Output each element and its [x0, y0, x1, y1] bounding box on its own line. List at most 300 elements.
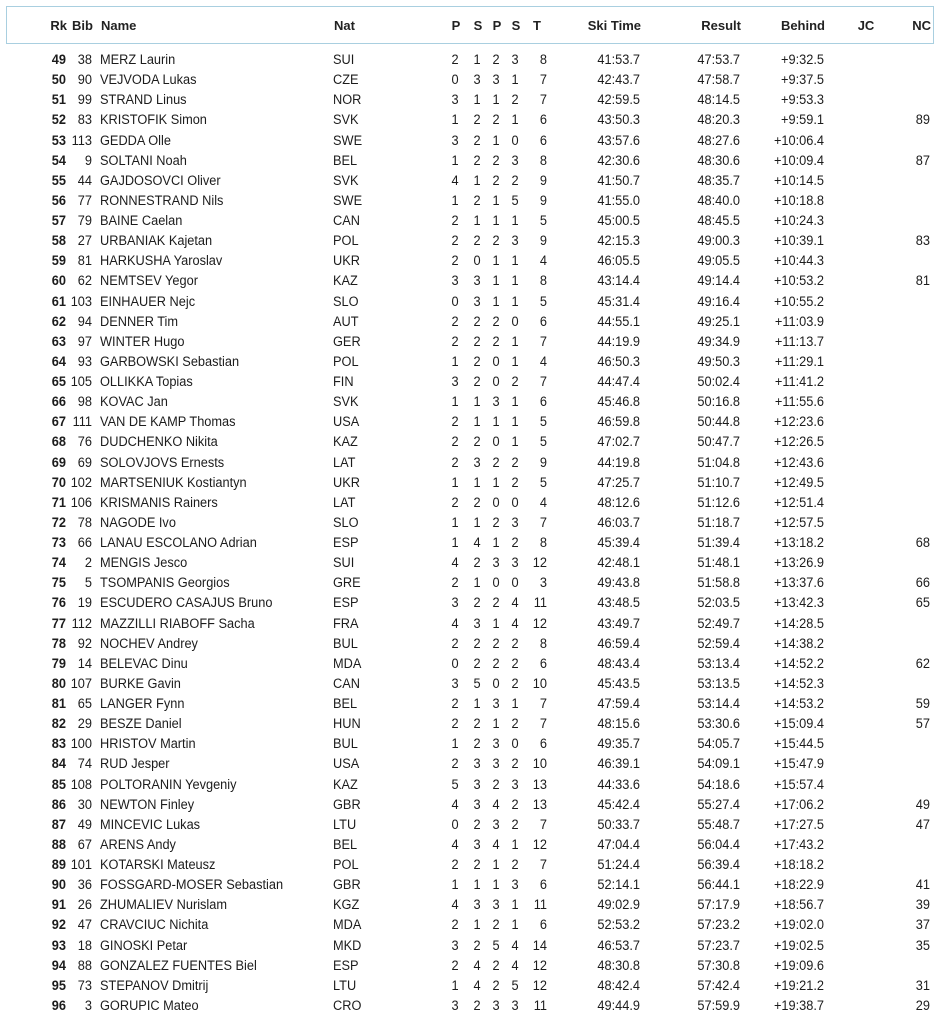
- nc-points: 37: [915, 917, 930, 934]
- time-behind: +12:51.4: [773, 494, 824, 511]
- time-behind: +9:53.3: [781, 92, 824, 109]
- prone-1-misses: 3: [451, 997, 459, 1014]
- time-behind: +14:38.2: [773, 635, 824, 652]
- prone-2-misses: 3: [492, 72, 500, 89]
- total-misses: 6: [539, 655, 547, 672]
- header-nat[interactable]: Nat: [334, 18, 355, 33]
- ski-time: 48:30.8: [597, 957, 640, 974]
- result-time: 51:18.7: [697, 514, 740, 531]
- standing-2-misses: 2: [511, 535, 519, 551]
- rank: 58: [51, 233, 66, 250]
- standing-1-misses: 1: [473, 213, 481, 229]
- athlete-name: MENGIS Jesco: [100, 555, 188, 572]
- nation: GBR: [333, 877, 361, 894]
- rank: 88: [51, 836, 66, 853]
- rank: 74: [51, 555, 66, 572]
- result-time: 57:59.9: [697, 997, 740, 1014]
- table-row[interactable]: [0, 131, 948, 151]
- rank: 66: [51, 394, 66, 411]
- result-time: 51:48.1: [697, 555, 740, 572]
- table-row[interactable]: [0, 976, 948, 996]
- ski-time: 47:25.7: [597, 474, 640, 491]
- header-standing-2[interactable]: S: [511, 18, 521, 33]
- prone-1-misses: 3: [451, 273, 459, 290]
- standing-2-misses: 3: [511, 52, 519, 68]
- athlete-name: GORUPIC Mateo: [100, 997, 199, 1014]
- rank: 94: [51, 957, 66, 974]
- standing-1-misses: 3: [473, 72, 481, 89]
- table-row[interactable]: [0, 372, 948, 392]
- rank: 57: [51, 213, 66, 229]
- bib: 73: [77, 977, 92, 994]
- prone-2-misses: 3: [492, 394, 500, 411]
- prone-2-misses: 1: [492, 474, 500, 491]
- table-row[interactable]: [0, 453, 948, 473]
- bib: 62: [77, 273, 92, 290]
- nation: CAN: [333, 213, 360, 229]
- standing-1-misses: 2: [473, 494, 481, 511]
- standing-2-misses: 4: [511, 937, 519, 954]
- table-row[interactable]: [0, 936, 948, 956]
- header-prone-1[interactable]: P: [451, 18, 461, 33]
- total-misses: 9: [539, 233, 547, 250]
- table-row[interactable]: [0, 392, 948, 412]
- result-time: 51:39.4: [697, 535, 740, 551]
- athlete-name: LANAU ESCOLANO Adrian: [100, 535, 257, 551]
- standing-1-misses: 3: [473, 454, 481, 471]
- rank: 68: [51, 434, 66, 451]
- rank: 73: [51, 535, 66, 551]
- standing-2-misses: 3: [511, 514, 519, 531]
- prone-1-misses: 0: [451, 293, 459, 310]
- bib: 99: [77, 92, 92, 109]
- athlete-name: SOLTANI Noah: [100, 152, 187, 169]
- table-row[interactable]: [0, 996, 948, 1016]
- total-misses: 7: [539, 374, 547, 390]
- bib: 81: [77, 253, 92, 270]
- nation: SVK: [333, 112, 359, 129]
- athlete-name: TSOMPANIS Georgios: [100, 575, 230, 592]
- time-behind: +14:52.2: [773, 655, 824, 672]
- total-misses: 8: [539, 635, 547, 652]
- rank: 78: [51, 635, 66, 652]
- bib: 9: [84, 152, 92, 169]
- nation: UKR: [333, 474, 360, 491]
- prone-2-misses: 1: [492, 132, 500, 149]
- table-row[interactable]: [0, 875, 948, 895]
- total-misses: 6: [539, 313, 547, 330]
- table-row[interactable]: [0, 775, 948, 795]
- ski-time: 42:48.1: [597, 555, 640, 572]
- standing-1-misses: 3: [473, 293, 481, 310]
- standing-2-misses: 2: [511, 655, 519, 672]
- result-time: 57:42.4: [697, 977, 740, 994]
- total-misses: 7: [539, 816, 547, 833]
- time-behind: +19:02.5: [773, 937, 824, 954]
- table-row[interactable]: [0, 614, 948, 634]
- time-behind: +19:21.2: [773, 977, 824, 994]
- prone-1-misses: 2: [451, 333, 459, 350]
- prone-2-misses: 3: [492, 696, 500, 712]
- nc-points: 87: [915, 152, 930, 169]
- header-standing-1[interactable]: S: [473, 18, 483, 33]
- prone-1-misses: 3: [451, 937, 459, 954]
- total-misses: 4: [539, 494, 547, 511]
- result-time: 49:14.4: [697, 273, 740, 290]
- table-row[interactable]: [0, 674, 948, 694]
- table-row[interactable]: [0, 90, 948, 110]
- time-behind: +15:57.4: [773, 776, 824, 793]
- prone-1-misses: 1: [451, 535, 459, 551]
- athlete-name: DUDCHENKO Nikita: [100, 434, 218, 451]
- header-jc[interactable]: JC: [857, 18, 875, 33]
- standing-1-misses: 3: [473, 836, 481, 853]
- rank: 67: [51, 414, 66, 431]
- result-time: 54:18.6: [697, 776, 740, 793]
- standing-2-misses: 1: [511, 434, 519, 451]
- rank: 84: [51, 756, 66, 773]
- ski-time: 52:53.2: [597, 917, 640, 934]
- time-behind: +19:09.6: [773, 957, 824, 974]
- standing-1-misses: 1: [473, 917, 481, 934]
- bib: 5: [84, 575, 92, 592]
- table-row[interactable]: [0, 956, 948, 976]
- standing-1-misses: 3: [473, 776, 481, 793]
- prone-2-misses: 0: [492, 575, 500, 592]
- ski-time: 43:49.7: [597, 615, 640, 632]
- ski-time: 42:15.3: [597, 233, 640, 250]
- standing-1-misses: 2: [473, 353, 481, 370]
- result-time: 57:17.9: [697, 897, 740, 914]
- result-time: 49:00.3: [697, 233, 740, 250]
- nation: POL: [333, 857, 359, 873]
- result-time: 49:50.3: [697, 353, 740, 370]
- table-row[interactable]: [0, 251, 948, 271]
- standing-2-misses: 3: [511, 555, 519, 572]
- table-row[interactable]: [0, 593, 948, 613]
- athlete-name: WINTER Hugo: [100, 333, 185, 350]
- table-row[interactable]: [0, 473, 948, 493]
- table-row[interactable]: [0, 231, 948, 251]
- total-misses: 5: [539, 434, 547, 451]
- nation: KAZ: [333, 273, 358, 290]
- header-behind[interactable]: Behind: [780, 18, 825, 33]
- prone-1-misses: 1: [451, 977, 459, 994]
- table-row[interactable]: [0, 654, 948, 674]
- athlete-name: MAZZILLI RIABOFF Sacha: [100, 615, 255, 632]
- total-misses: 8: [539, 152, 547, 169]
- header-rk[interactable]: Rk: [50, 18, 67, 33]
- total-misses: 5: [539, 414, 547, 431]
- total-misses: 7: [539, 857, 547, 873]
- prone-2-misses: 1: [492, 857, 500, 873]
- total-misses: 9: [539, 172, 547, 189]
- table-row[interactable]: [0, 151, 948, 171]
- standing-2-misses: 1: [511, 72, 519, 89]
- rank: 55: [51, 172, 66, 189]
- total-misses: 13: [532, 796, 547, 813]
- prone-1-misses: 2: [451, 52, 459, 68]
- standing-1-misses: 2: [473, 635, 481, 652]
- standing-2-misses: 1: [511, 253, 519, 270]
- prone-1-misses: 4: [451, 555, 459, 572]
- athlete-name: KRISMANIS Rainers: [100, 494, 218, 511]
- table-row[interactable]: [0, 211, 948, 231]
- nc-points: 66: [915, 575, 930, 592]
- prone-2-misses: 2: [492, 957, 500, 974]
- header-name[interactable]: Name: [101, 18, 137, 33]
- total-misses: 7: [539, 72, 547, 89]
- ski-time: 44:55.1: [597, 313, 640, 330]
- total-misses: 12: [532, 836, 547, 853]
- standing-1-misses: 1: [473, 172, 481, 189]
- result-time: 56:44.1: [697, 877, 740, 894]
- standing-2-misses: 2: [511, 716, 519, 733]
- bib: 113: [71, 132, 92, 149]
- athlete-name: DENNER Tim: [100, 313, 179, 330]
- rank: 81: [51, 696, 66, 712]
- result-time: 49:16.4: [697, 293, 740, 310]
- rank: 96: [51, 997, 66, 1014]
- bib: 19: [77, 595, 92, 612]
- bib: 90: [77, 72, 92, 89]
- bib: 30: [77, 796, 92, 813]
- athlete-name: MINCEVIC Lukas: [100, 816, 201, 833]
- standing-1-misses: 2: [473, 857, 481, 873]
- time-behind: +11:13.7: [774, 333, 824, 350]
- time-behind: +10:06.4: [773, 132, 824, 149]
- prone-1-misses: 5: [451, 776, 459, 793]
- nc-points: 83: [915, 233, 930, 250]
- total-misses: 7: [539, 696, 547, 712]
- header-prone-2[interactable]: P: [492, 18, 502, 33]
- nc-points: 57: [915, 716, 930, 733]
- standing-2-misses: 4: [511, 595, 519, 612]
- standing-2-misses: 3: [511, 152, 519, 169]
- bib: 112: [71, 615, 92, 632]
- table-row[interactable]: [0, 895, 948, 915]
- table-row[interactable]: [0, 292, 948, 312]
- rank: 60: [51, 273, 66, 290]
- result-time: 48:40.0: [697, 192, 740, 209]
- standing-1-misses: 3: [473, 756, 481, 773]
- prone-1-misses: 2: [451, 494, 459, 511]
- table-row[interactable]: [0, 412, 948, 432]
- nation: FIN: [333, 374, 354, 390]
- total-misses: 6: [539, 917, 547, 934]
- prone-2-misses: 1: [492, 293, 500, 310]
- total-misses: 7: [539, 92, 547, 109]
- prone-2-misses: 0: [492, 374, 500, 390]
- athlete-name: GAJDOSOVCI Oliver: [100, 172, 221, 189]
- time-behind: +12:43.6: [773, 454, 824, 471]
- header-ski-time[interactable]: Ski Time: [587, 18, 641, 33]
- header-nc[interactable]: NC: [912, 18, 931, 33]
- rank: 76: [51, 595, 66, 612]
- time-behind: +14:28.5: [773, 615, 824, 632]
- table-row[interactable]: [0, 573, 948, 593]
- ski-time: 49:43.8: [597, 575, 640, 592]
- result-time: 52:59.4: [697, 635, 740, 652]
- ski-time: 43:48.5: [597, 595, 640, 612]
- prone-2-misses: 2: [492, 454, 500, 471]
- total-misses: 12: [532, 957, 547, 974]
- nc-points: 59: [915, 696, 930, 712]
- table-row[interactable]: [0, 553, 948, 573]
- table-row[interactable]: [0, 70, 948, 90]
- result-time: 52:49.7: [697, 615, 740, 632]
- table-row[interactable]: [0, 171, 948, 191]
- bib: 102: [70, 474, 92, 491]
- standing-1-misses: 2: [473, 555, 481, 572]
- bib: 77: [77, 192, 92, 209]
- ski-time: 45:42.4: [597, 796, 640, 813]
- rank: 71: [51, 494, 66, 511]
- table-row[interactable]: [0, 332, 948, 352]
- prone-1-misses: 4: [451, 796, 459, 813]
- nation: MKD: [333, 937, 362, 954]
- bib: 97: [77, 333, 92, 350]
- rank: 59: [51, 253, 66, 270]
- header-bib[interactable]: Bib: [72, 18, 93, 33]
- standing-1-misses: 1: [473, 877, 481, 894]
- table-row[interactable]: [0, 312, 948, 332]
- athlete-name: URBANIAK Kajetan: [100, 233, 213, 250]
- table-row[interactable]: [0, 634, 948, 654]
- time-behind: +10:14.5: [773, 172, 824, 189]
- rank: 65: [51, 374, 66, 390]
- total-misses: 7: [539, 514, 547, 531]
- table-row[interactable]: [0, 855, 948, 875]
- nation: LTU: [333, 977, 357, 994]
- time-behind: +12:49.5: [773, 474, 824, 491]
- bib: 98: [77, 394, 92, 411]
- nation: SVK: [333, 172, 359, 189]
- nation: BUL: [333, 635, 358, 652]
- table-row[interactable]: [0, 734, 948, 754]
- nation: UKR: [333, 253, 360, 270]
- table-row[interactable]: [0, 835, 948, 855]
- nation: ESP: [333, 535, 359, 551]
- table-row[interactable]: [0, 493, 948, 513]
- athlete-name: SOLOVJOVS Ernests: [100, 454, 225, 471]
- time-behind: +19:38.7: [773, 997, 824, 1014]
- standing-2-misses: 1: [511, 696, 519, 712]
- ski-time: 48:42.4: [597, 977, 640, 994]
- table-row[interactable]: [0, 915, 948, 935]
- table-row[interactable]: [0, 432, 948, 452]
- prone-1-misses: 0: [451, 72, 459, 89]
- standing-1-misses: 2: [473, 132, 481, 149]
- prone-2-misses: 1: [492, 213, 500, 229]
- standing-2-misses: 1: [511, 836, 519, 853]
- result-time: 54:09.1: [697, 756, 740, 773]
- prone-1-misses: 2: [451, 756, 459, 773]
- rank: 93: [51, 937, 66, 954]
- bib: 79: [77, 213, 92, 229]
- header-result[interactable]: Result: [701, 18, 741, 33]
- prone-2-misses: 1: [492, 877, 500, 894]
- prone-2-misses: 0: [492, 353, 500, 370]
- prone-1-misses: 2: [451, 716, 459, 733]
- table-row[interactable]: [0, 694, 948, 714]
- bib: 88: [77, 957, 92, 974]
- standing-1-misses: 1: [473, 575, 481, 592]
- result-time: 57:30.8: [697, 957, 740, 974]
- standing-2-misses: 1: [511, 394, 519, 411]
- table-row[interactable]: [0, 754, 948, 774]
- bib: 101: [70, 857, 92, 873]
- table-row[interactable]: [0, 191, 948, 211]
- ski-time: 42:59.5: [597, 92, 640, 109]
- prone-2-misses: 2: [492, 595, 500, 612]
- standing-1-misses: 2: [473, 937, 481, 954]
- ski-time: 51:24.4: [597, 857, 640, 873]
- table-row[interactable]: [0, 714, 948, 734]
- result-time: 49:05.5: [697, 253, 740, 270]
- ski-time: 44:19.8: [597, 454, 640, 471]
- result-time: 47:53.7: [697, 52, 740, 68]
- nc-points: 35: [915, 937, 930, 954]
- bib: 105: [70, 374, 92, 390]
- standing-1-misses: 1: [473, 394, 481, 411]
- standing-2-misses: 2: [511, 816, 519, 833]
- nation: LAT: [333, 494, 356, 511]
- standing-2-misses: 4: [511, 615, 519, 632]
- prone-1-misses: 2: [451, 917, 459, 934]
- standing-1-misses: 2: [473, 434, 481, 451]
- ski-time: 43:57.6: [597, 132, 640, 149]
- header-total[interactable]: T: [533, 18, 541, 33]
- ski-time: 45:31.4: [597, 293, 640, 310]
- standing-2-misses: 2: [511, 675, 519, 692]
- table-row[interactable]: [0, 795, 948, 815]
- table-row[interactable]: [0, 271, 948, 291]
- nation: AUT: [333, 313, 359, 330]
- nc-points: 41: [915, 877, 930, 894]
- result-time: 56:39.4: [697, 857, 740, 873]
- table-row[interactable]: [0, 513, 948, 533]
- result-time: 57:23.2: [697, 917, 740, 934]
- prone-2-misses: 3: [492, 816, 500, 833]
- table-row[interactable]: [0, 50, 948, 70]
- result-time: 48:35.7: [697, 172, 740, 189]
- athlete-name: LANGER Fynn: [100, 696, 185, 712]
- result-time: 51:04.8: [697, 454, 740, 471]
- bib: 14: [77, 655, 92, 672]
- rank: 63: [51, 333, 66, 350]
- total-misses: 6: [539, 877, 547, 894]
- ski-time: 50:33.7: [597, 816, 640, 833]
- table-row[interactable]: [0, 533, 948, 553]
- rank: 77: [51, 615, 66, 632]
- ski-time: 42:30.6: [597, 152, 640, 169]
- total-misses: 5: [539, 474, 547, 491]
- table-row[interactable]: [0, 110, 948, 130]
- table-row[interactable]: [0, 815, 948, 835]
- nation: KAZ: [333, 434, 358, 451]
- nc-points: 39: [915, 897, 930, 914]
- table-row[interactable]: [0, 352, 948, 372]
- nation: LAT: [333, 454, 356, 471]
- prone-1-misses: 0: [451, 655, 459, 672]
- time-behind: +15:09.4: [773, 716, 824, 733]
- standing-2-misses: 0: [511, 313, 519, 330]
- prone-1-misses: 2: [451, 635, 459, 652]
- prone-2-misses: 4: [492, 836, 500, 853]
- standing-2-misses: 2: [511, 92, 519, 109]
- athlete-name: RONNESTRAND Nils: [100, 192, 224, 209]
